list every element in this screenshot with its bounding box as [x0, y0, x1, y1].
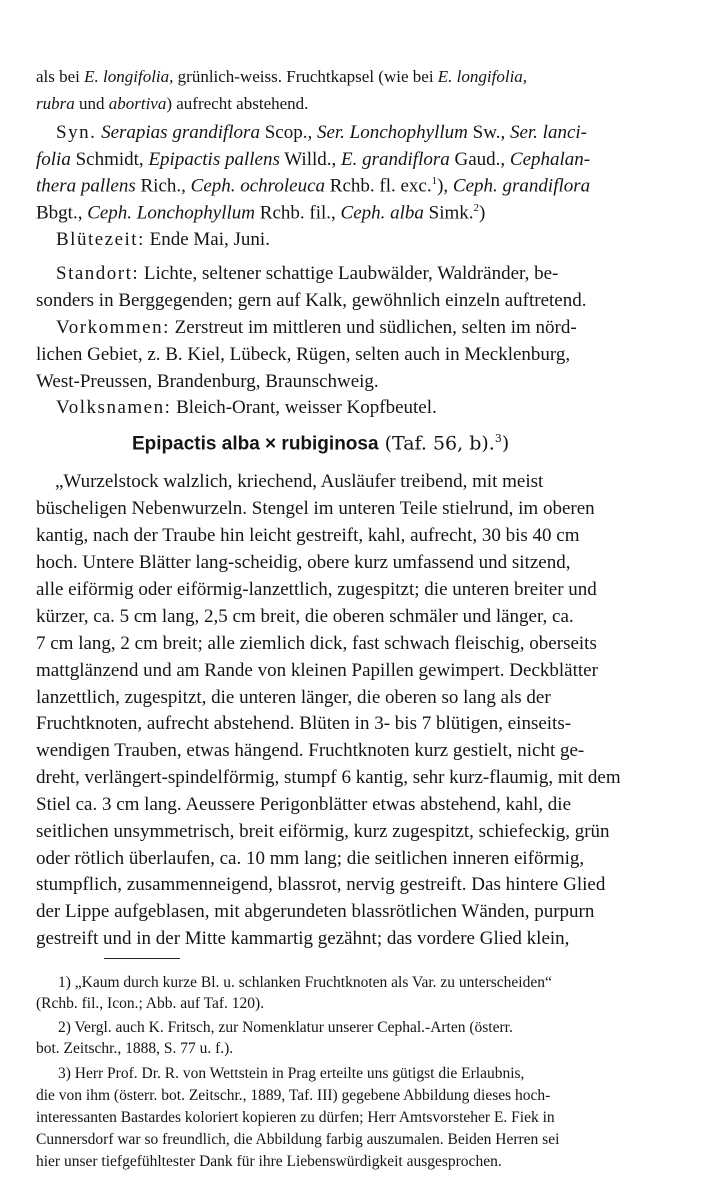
text-run: grünlich-weiss. Fruchtkapsel (wie bei — [173, 67, 438, 86]
footnote-line: 2) Vergl. auch K. Fritsch, zur Nomenklatur unserer Cephal.-Arten (österr. — [58, 1019, 513, 1036]
section-heading — [132, 432, 509, 455]
body-line: hoch. Untere Blätter lang-scheidig, obere kurz umfassend und sitzend, — [36, 552, 571, 573]
text-run: Ceph. alba — [340, 202, 424, 224]
footnote-line: die von ihm (österr. bot. Zeitschr., 1889, Taf. III) gegebene Abbildung dieses hoch- — [36, 1087, 551, 1104]
body-line: lanzettlich, zugespitzt, die unteren länger, die oberen so lang als der — [36, 687, 551, 708]
body-line: Fruchtknoten, aufrecht abstehend. Blüten in 3- bis 7 blütigen, einseits- — [36, 713, 572, 734]
text-run: ) aufrecht abstehend. — [166, 94, 309, 113]
footnote-line: Cunnersdorf war so freundlich, die Abbildung farbig auszumalen. Beiden Herren sei — [36, 1131, 560, 1148]
text-run: Serapias grandiflora — [101, 122, 260, 143]
text-run: Willd., — [279, 149, 342, 170]
text-run: Volksnamen: — [56, 397, 172, 418]
synonyms-line — [56, 123, 587, 142]
body-line: „Wurzelstock walzlich, kriechend, Ausläufer treibend, mit meist — [55, 471, 544, 492]
body-line: büscheligen Nebenwurzeln. Stengel im unteren Teile stielrund, im oberen — [36, 498, 595, 519]
text-run: West-Preussen, Brandenburg, Braunschweig. — [36, 371, 379, 392]
text-run: rubra — [36, 94, 75, 113]
footnote-line: 1) „Kaum durch kurze Bl. u. schlanken Fruchtknoten als Var. zu unterscheiden“ — [58, 974, 552, 991]
habitat-line — [56, 264, 558, 283]
text-run: Rchb. fl. exc. — [325, 175, 432, 197]
body-line: 7 cm lang, 2 cm breit; alle ziemlich dick, fast schwach fleischig, oberseits — [36, 633, 597, 654]
text-run: Bleich-Orant, weisser Kopfbeutel. — [171, 397, 437, 418]
text-run: ) — [501, 432, 510, 455]
text-run: Ser. lanci- — [509, 122, 587, 143]
body-line: seitlichen unsymmetrisch, breit eiförmig, kurz zugespitzt, schiefeckig, grün — [36, 821, 610, 842]
text-run: E. grandiflora — [341, 149, 450, 170]
text-run: Bbgt., — [36, 202, 88, 224]
text-run: E. longifolia, — [437, 67, 528, 86]
text-run: ), — [437, 175, 453, 197]
text-run: Epipactis pallens — [148, 149, 280, 170]
body-line: kantig, nach der Traube hin leicht gestreift, kahl, aufrecht, 30 bis 40 cm — [36, 525, 580, 546]
text-run: Syn. — [56, 122, 97, 143]
text-line — [36, 150, 590, 169]
text-run: Standort: — [56, 263, 140, 284]
text-run: Ceph. grandiflora — [452, 175, 591, 197]
text-run: Rchb. fil., — [255, 202, 341, 224]
folk-names-line — [56, 398, 437, 417]
text-line — [36, 95, 308, 112]
text-line — [36, 345, 570, 364]
body-line: kürzer, ca. 5 cm lang, 2,5 cm breit, die oberen schmäler und länger, ca. — [36, 606, 574, 627]
footnote-line: hier unser tiefgefühltester Dank für ihre Liebenswürdigkeit ausgesprochen. — [36, 1153, 502, 1170]
body-line: stumpflich, zusammenneigend, blassrot, nervig gestreift. Das hintere Glied — [36, 874, 606, 895]
text-run: abortiva — [108, 94, 167, 113]
text-run: als bei — [36, 67, 85, 86]
footnote-line: (Rchb. fil., Icon.; Abb. auf Taf. 120). — [36, 995, 265, 1012]
occurrence-line — [56, 318, 577, 337]
text-run: Epipactis alba × rubiginosa — [132, 433, 379, 455]
text-run: Zerstreut im mittleren und südlichen, selten im nörd- — [169, 317, 577, 338]
footnote-line: bot. Zeitschr., 1888, S. 77 u. f.). — [36, 1040, 234, 1057]
text-run: und — [74, 94, 109, 113]
text-run: ) — [479, 202, 486, 224]
text-run: Ceph. ochroleuca — [190, 175, 326, 197]
text-run: Rich., — [135, 175, 191, 197]
footnote-line: interessanten Bastardes koloriert kopieren zu dürfen; Herr Amtsvorsteher E. Fiek in — [36, 1109, 555, 1126]
text-run: E. longifolia, — [84, 67, 174, 86]
text-run: folia — [36, 149, 71, 170]
body-line: wendigen Trauben, etwas hängend. Fruchtknoten kurz gestielt, nicht ge- — [36, 740, 585, 761]
body-line: dreht, verlängert-spindelförmig, stumpf 6 kantig, sehr kurz-flaumig, mit dem — [36, 767, 621, 788]
body-line: gestreift und in der Mitte kammartig gezähnt; das vordere Glied klein, — [36, 928, 570, 949]
body-line: oder rötlich überlaufen, ca. 10 mm lang; die seitlichen inneren eiförmig, — [36, 848, 585, 869]
text-run: Gaud., — [449, 149, 510, 170]
text-run: Scop., — [259, 122, 317, 143]
text-run: Sw., — [467, 122, 510, 143]
text-run: Ende Mai, Juni. — [144, 229, 270, 250]
text-line — [36, 203, 485, 222]
text-run: Vorkommen: — [56, 317, 170, 338]
text-run: sonders in Berggegenden; gern auf Kalk, gewöhnlich einzeln auftretend. — [36, 290, 587, 311]
text-run: thera pallens — [36, 175, 136, 197]
text-run: (Taf. 56, b). — [378, 432, 495, 455]
text-run: Blütezeit: — [56, 229, 145, 250]
text-run: Cephalan- — [509, 149, 591, 170]
body-line: alle eiförmig oder eiförmig-lanzettlich, zugespitzt; die unteren breiter und — [36, 579, 597, 600]
text-run: 1 — [431, 175, 438, 187]
text-run: Ceph. Lonchophyllum — [87, 202, 256, 224]
text-run: Lichte, seltener schattige Laubwälder, Waldränder, be- — [139, 263, 559, 284]
text-run: Schmidt, — [70, 149, 149, 170]
text-line — [36, 291, 586, 310]
footnote-divider — [104, 958, 180, 959]
body-line: mattglänzend und am Rande von kleinen Papillen gewimpert. Deckblätter — [36, 660, 598, 681]
text-run: 3 — [494, 432, 502, 445]
bloom-time-line — [56, 230, 270, 249]
text-line — [36, 68, 527, 85]
text-line — [36, 372, 379, 391]
text-line — [36, 176, 590, 195]
text-run: Simk. — [423, 202, 474, 224]
text-run: 2 — [473, 202, 480, 214]
body-line: Stiel ca. 3 cm lang. Aeussere Perigonblätter etwas abstehend, kahl, die — [36, 794, 572, 815]
text-run: lichen Gebiet, z. B. Kiel, Lübeck, Rügen, selten auch in Mecklenburg, — [36, 344, 571, 365]
footnote-line: 3) Herr Prof. Dr. R. von Wettstein in Prag erteilte uns gütigst die Erlaubnis, — [58, 1065, 525, 1082]
body-line: der Lippe aufgeblasen, mit abgerundeten blassrötlichen Wänden, purpurn — [36, 901, 595, 922]
text-run: Ser. Lonchophyllum — [316, 122, 468, 143]
